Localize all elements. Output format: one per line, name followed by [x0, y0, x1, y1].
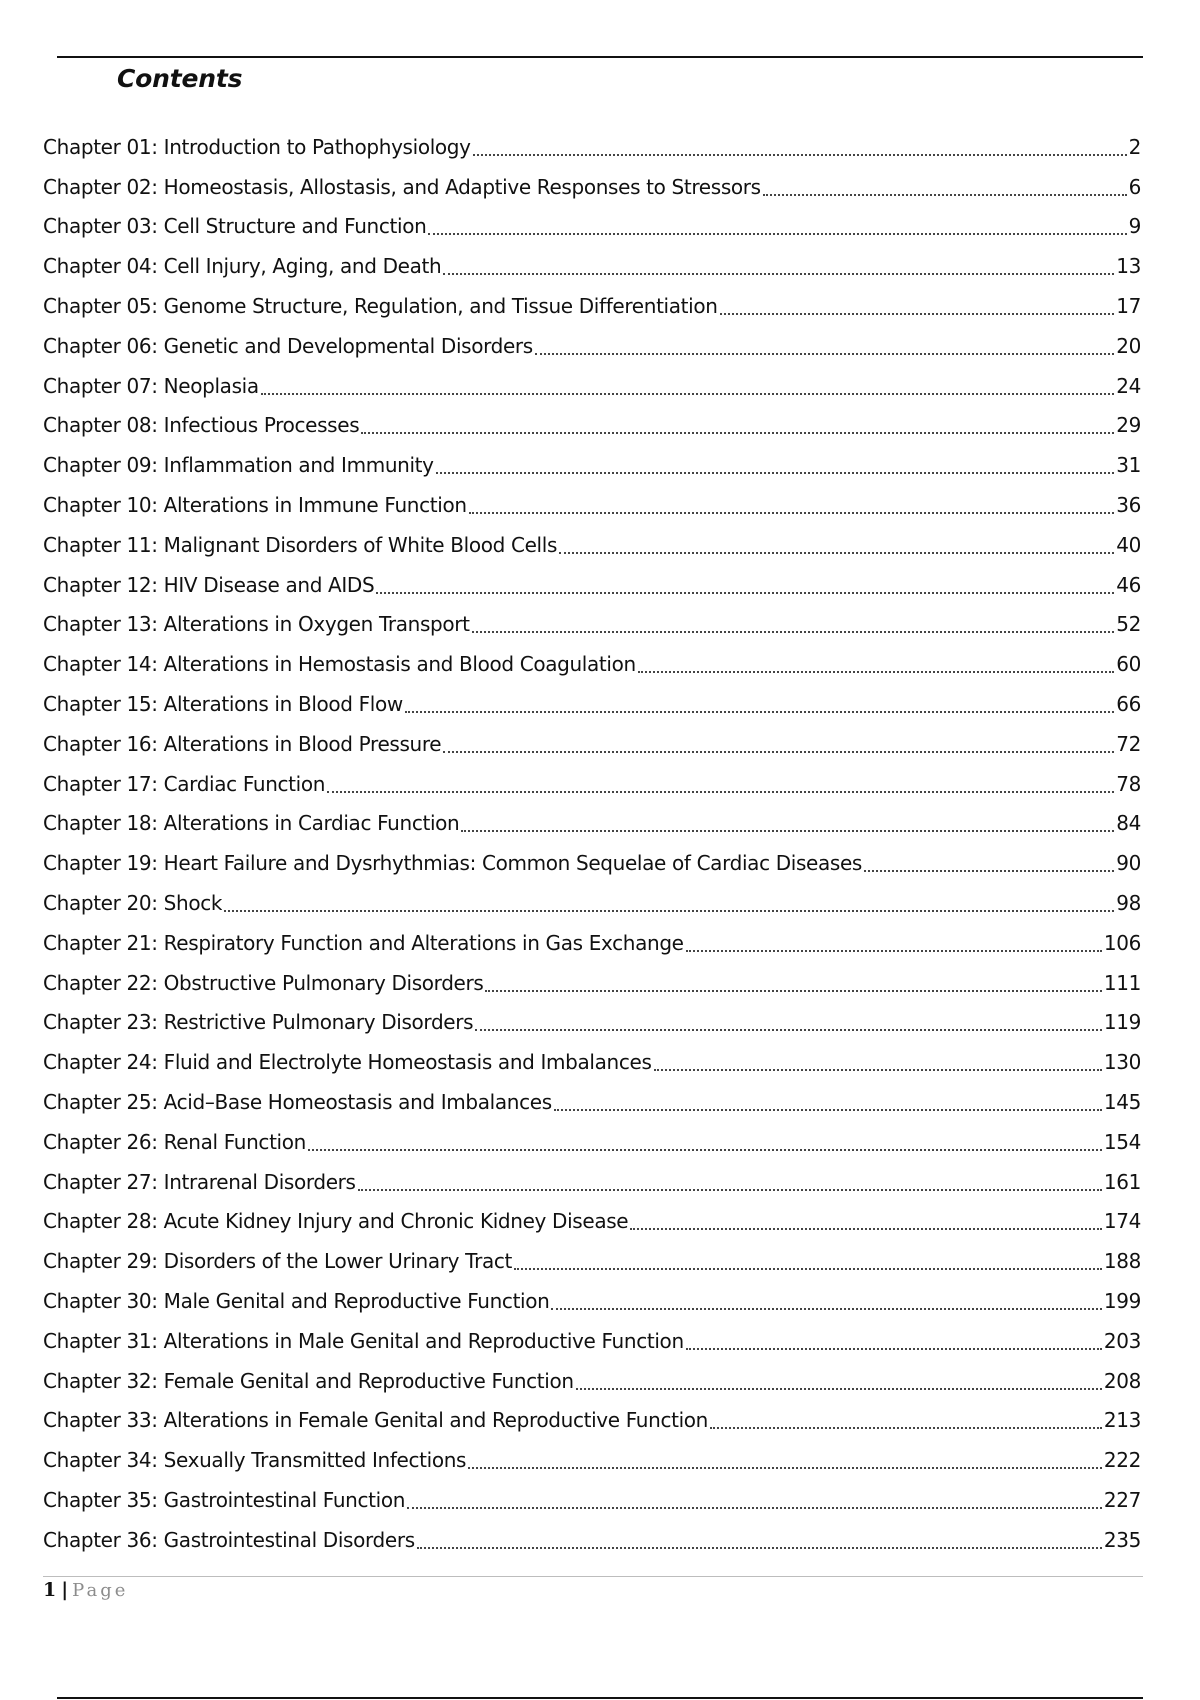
toc-entry[interactable]: [43, 804, 1141, 844]
toc-dot-leader: [461, 830, 1114, 832]
toc-entry-title: Chapter 31: Alterations in Male Genital and Reproductive Function: [43, 1328, 684, 1353]
toc-entry-page: 13: [1116, 254, 1141, 279]
toc-entry[interactable]: [43, 1003, 1141, 1043]
toc-dot-leader: [472, 631, 1115, 633]
toc-entry[interactable]: [43, 326, 1141, 366]
toc-dot-leader: [475, 1029, 1102, 1031]
toc-entry-page: 161: [1103, 1169, 1141, 1194]
toc-entry-page: 24: [1116, 373, 1141, 398]
toc-entry-title: Chapter 01: Introduction to Pathophysiology: [43, 134, 471, 159]
toc-entry-page: 188: [1103, 1249, 1141, 1274]
toc-dot-leader: [654, 1069, 1102, 1071]
toc-entry-page: 199: [1103, 1289, 1141, 1313]
toc-entry[interactable]: [43, 207, 1141, 247]
toc-dot-leader: [485, 990, 1101, 992]
toc-dot-leader: [554, 1109, 1102, 1111]
toc-dot-leader: [428, 233, 1126, 235]
toc-entry[interactable]: [43, 1202, 1141, 1242]
toc-dot-leader: [686, 950, 1102, 952]
bottom-rule: [57, 1697, 1143, 1699]
toc-entry-page: 84: [1116, 811, 1141, 836]
toc-dot-leader: [436, 472, 1115, 474]
toc-entry[interactable]: [43, 406, 1141, 446]
top-rule: [57, 56, 1143, 58]
toc-entry-page: 78: [1116, 771, 1141, 796]
toc-entry[interactable]: [43, 525, 1141, 565]
toc-dot-leader: [376, 592, 1114, 594]
toc-entry-page: 208: [1103, 1368, 1141, 1393]
toc-entry[interactable]: [43, 843, 1141, 883]
toc-dot-leader: [864, 870, 1114, 872]
toc-dot-leader: [327, 791, 1114, 793]
toc-dot-leader: [686, 1348, 1102, 1350]
toc-entry-page: 6: [1128, 174, 1141, 199]
toc-entry-page: 17: [1116, 294, 1141, 319]
toc-entry-page: 154: [1103, 1129, 1141, 1154]
toc-dot-leader: [469, 512, 1115, 514]
toc-entry-title: Chapter 10: Alterations in Immune Function: [43, 493, 467, 518]
toc-entry-page: 40: [1116, 532, 1141, 557]
toc-entry[interactable]: [43, 445, 1141, 485]
toc-entry-page: 31: [1116, 453, 1141, 478]
toc-entry[interactable]: [43, 605, 1141, 645]
toc-entry-title: Chapter 33: Alterations in Female Genital and Reproductive Function: [43, 1408, 709, 1433]
toc-entry-title: Chapter 06: Genetic and Developmental Disorders: [43, 333, 533, 358]
toc-entry-title: Chapter 15: Alterations in Blood Flow: [43, 692, 403, 717]
toc-entry[interactable]: [43, 246, 1141, 286]
toc-dot-leader: [638, 671, 1114, 673]
toc-entry-page: 52: [1116, 612, 1141, 637]
toc-dot-leader: [405, 711, 1114, 713]
footer-rule: [43, 1576, 1143, 1577]
toc-entry[interactable]: [43, 1042, 1141, 1082]
toc-dot-leader: [630, 1228, 1102, 1230]
toc-entry-page: 60: [1116, 652, 1141, 677]
toc-entry[interactable]: [43, 286, 1141, 326]
toc-entry[interactable]: [43, 1480, 1141, 1520]
toc-entry[interactable]: [43, 1520, 1141, 1560]
toc-dot-leader: [710, 1427, 1102, 1429]
toc-dot-leader: [308, 1149, 1102, 1151]
toc-entry-title: Chapter 08: Infectious Processes: [43, 413, 360, 438]
toc-entry-page: 9: [1128, 214, 1141, 239]
toc-entry-title: Chapter 26: Renal Function: [43, 1129, 306, 1154]
toc-entry-title: Chapter 11: Malignant Disorders of White Blood Cells: [43, 532, 558, 557]
toc-dot-leader: [361, 432, 1114, 434]
toc-dot-leader: [559, 552, 1114, 554]
toc-entry-page: 36: [1116, 493, 1141, 518]
toc-entry-page: 111: [1103, 970, 1141, 995]
toc-entry-page: 174: [1103, 1209, 1141, 1234]
toc-entry[interactable]: [43, 724, 1141, 764]
toc-entry[interactable]: [43, 644, 1141, 684]
toc-entry[interactable]: [43, 1122, 1141, 1162]
toc-entry-page: 98: [1116, 891, 1141, 916]
page-label: Page: [72, 1579, 129, 1601]
toc-dot-leader: [407, 1507, 1102, 1509]
toc-entry-title: Chapter 30: Male Genital and Reproductive Function: [43, 1289, 550, 1313]
toc-entry-title: Chapter 25: Acid–Base Homeostasis and Imbalances: [43, 1090, 552, 1115]
toc-entry[interactable]: [43, 883, 1141, 923]
toc-dot-leader: [261, 393, 1114, 395]
toc-entry-title: Chapter 03: Cell Structure and Function: [43, 214, 427, 239]
toc-entry-page: 20: [1116, 333, 1141, 358]
toc-entry-title: Chapter 21: Respiratory Function and Alterations in Gas Exchange: [43, 930, 684, 955]
toc-dot-leader: [576, 1388, 1102, 1390]
toc-dot-leader: [468, 1467, 1102, 1469]
table-of-contents: [43, 127, 1141, 1560]
toc-entry-title: Chapter 36: Gastrointestinal Disorders: [43, 1527, 415, 1552]
toc-entry-title: Chapter 27: Intrarenal Disorders: [43, 1169, 356, 1194]
toc-entry[interactable]: [43, 1241, 1141, 1281]
toc-entry[interactable]: [43, 1440, 1141, 1480]
toc-entry-title: Chapter 22: Obstructive Pulmonary Disorders: [43, 970, 484, 995]
toc-dot-leader: [551, 1308, 1101, 1310]
toc-entry-page: 90: [1116, 851, 1141, 876]
toc-entry[interactable]: [43, 923, 1141, 963]
toc-entry-title: Chapter 07: Neoplasia: [43, 373, 259, 398]
toc-entry-title: Chapter 28: Acute Kidney Injury and Chronic Kidney Disease: [43, 1209, 629, 1234]
toc-dot-leader: [720, 313, 1115, 315]
toc-entry-title: Chapter 19: Heart Failure and Dysrhythmias: Common Sequelae of Cardiac Diseases: [43, 851, 863, 876]
toc-dot-leader: [358, 1189, 1102, 1191]
toc-entry[interactable]: [43, 1401, 1141, 1441]
toc-entry[interactable]: [43, 1281, 1141, 1321]
toc-entry[interactable]: [43, 963, 1141, 1003]
toc-entry-title: Chapter 34: Sexually Transmitted Infections: [43, 1448, 467, 1473]
toc-entry-title: Chapter 02: Homeostasis, Allostasis, and Adaptive Responses to Stressors: [43, 174, 761, 199]
toc-entry-page: 119: [1103, 1010, 1141, 1035]
toc-entry[interactable]: [43, 1361, 1141, 1401]
toc-entry-page: 66: [1116, 692, 1141, 717]
toc-entry-title: Chapter 32: Female Genital and Reproductive Function: [43, 1368, 574, 1393]
toc-entry[interactable]: [43, 167, 1141, 207]
toc-entry[interactable]: [43, 1321, 1141, 1361]
toc-dot-leader: [473, 154, 1127, 156]
contents-heading: Contents: [117, 64, 243, 93]
toc-entry[interactable]: [43, 565, 1141, 605]
toc-entry-title: Chapter 18: Alterations in Cardiac Function: [43, 811, 460, 836]
toc-entry-page: 235: [1103, 1527, 1141, 1552]
toc-dot-leader: [763, 194, 1127, 196]
toc-entry-page: 2: [1128, 134, 1141, 159]
toc-entry-title: Chapter 20: Shock: [43, 891, 223, 916]
toc-entry-title: Chapter 04: Cell Injury, Aging, and Death: [43, 254, 442, 279]
toc-entry-page: 145: [1103, 1090, 1141, 1115]
toc-entry-title: Chapter 14: Alterations in Hemostasis and Blood Coagulation: [43, 652, 636, 677]
toc-dot-leader: [514, 1268, 1102, 1270]
toc-entry-page: 227: [1103, 1487, 1141, 1512]
toc-entry-title: Chapter 24: Fluid and Electrolyte Homeostasis and Imbalances: [43, 1050, 652, 1075]
toc-entry[interactable]: [43, 684, 1141, 724]
toc-entry[interactable]: [43, 1082, 1141, 1122]
toc-dot-leader: [443, 273, 1114, 275]
toc-entry-page: 203: [1103, 1328, 1141, 1353]
toc-entry-page: 29: [1116, 413, 1141, 438]
toc-entry[interactable]: [43, 485, 1141, 525]
page-number: 1: [43, 1579, 57, 1601]
toc-entry-title: Chapter 23: Restrictive Pulmonary Disorders: [43, 1010, 474, 1035]
toc-dot-leader: [224, 910, 1114, 912]
toc-entry-title: Chapter 12: HIV Disease and AIDS: [43, 572, 375, 597]
toc-entry-page: 72: [1116, 731, 1141, 756]
toc-dot-leader: [417, 1547, 1102, 1549]
toc-entry-title: Chapter 16: Alterations in Blood Pressure: [43, 731, 442, 756]
toc-entry[interactable]: [43, 1162, 1141, 1202]
toc-entry-page: 106: [1103, 930, 1141, 955]
toc-entry-title: Chapter 29: Disorders of the Lower Urinary Tract: [43, 1249, 512, 1274]
toc-dot-leader: [535, 353, 1114, 355]
toc-entry-title: Chapter 05: Genome Structure, Regulation, and Tissue Differentiation: [43, 294, 718, 319]
toc-entry-page: 46: [1116, 572, 1141, 597]
toc-entry-page: 222: [1103, 1448, 1141, 1473]
toc-entry[interactable]: [43, 127, 1141, 167]
toc-entry-page: 130: [1103, 1050, 1141, 1075]
toc-entry[interactable]: [43, 366, 1141, 406]
toc-entry[interactable]: [43, 764, 1141, 804]
toc-entry-title: Chapter 13: Alterations in Oxygen Transport: [43, 612, 470, 637]
toc-entry-title: Chapter 35: Gastrointestinal Function: [43, 1487, 406, 1512]
toc-entry-title: Chapter 17: Cardiac Function: [43, 771, 326, 796]
page-separator: |: [61, 1579, 69, 1601]
toc-dot-leader: [443, 751, 1114, 753]
toc-entry-title: Chapter 09: Inflammation and Immunity: [43, 453, 434, 478]
page-footer: [43, 1579, 128, 1601]
toc-entry-page: 213: [1103, 1408, 1141, 1433]
